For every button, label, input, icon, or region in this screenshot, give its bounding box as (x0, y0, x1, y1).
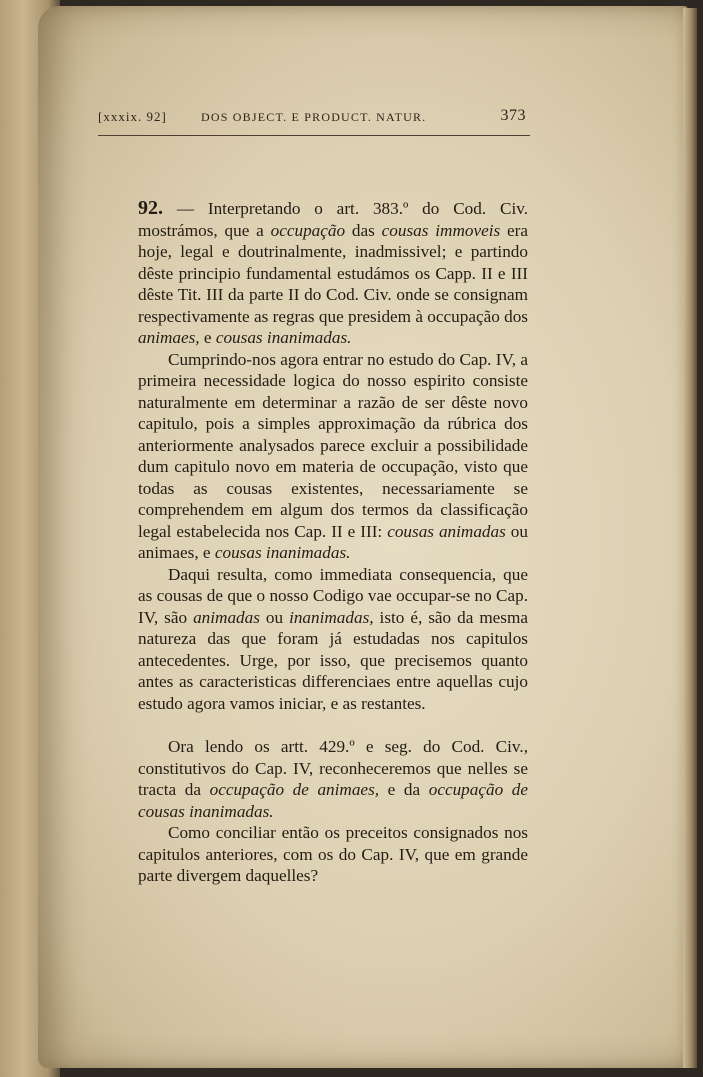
page-stack-edge (683, 8, 697, 1068)
italic-text: animadas (193, 607, 260, 627)
italic-text: animaes, (138, 328, 200, 347)
text-run: era hoje, legal e doutrinalmente, inadmissivel; e partindo dêste principio fundamental estudámos os Capp. II e III dêste Tit. III da parte II do Cod. Civ. onde se consignam respectivamente as regras que presidem à occupação dos (138, 220, 528, 326)
paragraph (138, 349, 528, 564)
italic-text: cousas immoveis (381, 220, 501, 240)
italic-text: occupação de animaes, (209, 780, 380, 799)
body-text (138, 198, 528, 887)
text-run: — Interpretando o art. 383.º do Cod. Civ. mostrámos, que a (138, 199, 528, 240)
text-run: ou animaes, e (138, 521, 528, 562)
header-title: DOS OBJECT. E PRODUCT. NATUR. (201, 110, 427, 124)
text-run: e (199, 328, 216, 347)
text-run: Ora lendo os artt. 429.º e seg. do Cod. Civ., constitutivos do Cap. IV, reconheceremos que nelles se tracta da (138, 737, 528, 799)
paragraph (138, 564, 528, 715)
text-run: Cumprindo-nos agora entrar no estudo do Cap. IV, a primeira necessidade logica do nosso espirito consiste naturalmente em determinar a razão de ser dêste novo capitulo, pois a simples approximação da rúbrica dos anteriormente analysados parece excluir a possibilidade dum capitulo novo em materia de occupação, visto que todas as cousas existentes, necessariamente se comprehendem em algum dos termos da classificação legal estabelecida nos Cap. II e III: (138, 349, 528, 541)
text-run: isto é, são da mesma natureza das que foram já estudadas nos capitulos antecedentes. Urge, por isso, que precisemos quanto antes as caracteristicas differenciaes entre aquellas cujo estudo agora vamos iniciar, e as restantes. (138, 607, 528, 713)
text-run: das (345, 220, 382, 240)
italic-text: inanimadas, (289, 607, 374, 627)
paragraph (138, 822, 528, 887)
header-rule (98, 135, 530, 136)
section-number: 92. (138, 197, 163, 219)
text-run: Daqui resulta, como immediata consequencia, que as cousas de que o nosso Codigo vae occupar-se no Cap. IV, são (138, 564, 528, 627)
italic-text: occupação (270, 220, 346, 240)
italic-text: cousas inanimadas. (214, 543, 351, 562)
text-run: ou (259, 607, 290, 627)
text-run: Como conciliar então os preceitos consignados nos capitulos anteriores, com os do Cap. IV, que em grande parte divergem daquelles? (138, 823, 528, 885)
running-header (98, 107, 528, 127)
italic-text: cousas animadas (387, 521, 506, 541)
italic-text: cousas inanimadas. (215, 328, 352, 347)
text-run: e da (379, 780, 429, 799)
paragraph (138, 736, 528, 822)
page-number: 373 (500, 107, 526, 124)
italic-text: occupação de cousas inanimadas. (138, 780, 528, 821)
header-section-ref: [xxxix. 92] (98, 109, 167, 124)
paragraph (138, 198, 528, 349)
